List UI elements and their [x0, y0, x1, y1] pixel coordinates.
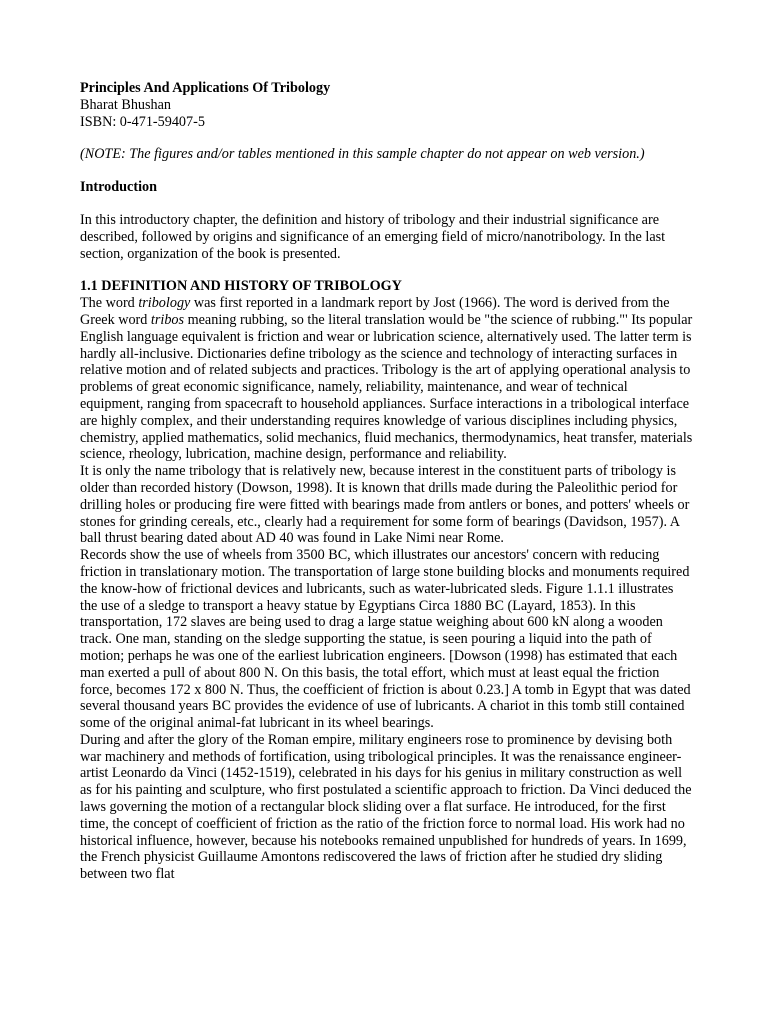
introduction-heading: Introduction — [80, 179, 157, 196]
introduction-paragraph: In this introductory chapter, the definition and history of tribology and their industrial significance are described, followed by origins and significance of an emerging field of micro/nanotribology. In the last section, organization of the book is presented. — [80, 211, 666, 262]
section-paragraph-3: Records show the use of wheels from 3500 BC, which illustrates our ancestors' concern with reducing friction in translationary motion. The transportation of large stone building blocks and monuments required the know-how of frictional devices and lubricants, such as water-lubricated sleds. Figure 1.1.1 illustrates the use of a sledge to transport a heavy statue by Egyptians Circa 1880 BC (Layard, 1853). In this transportation, 172 slaves are being used to drag a large statue weighing about 600 kN along a wooden track. One man, standing on the sledge supporting the statue, is seen pouring a liquid into the path of motion; perhaps he was one of the earliest lubrication engineers. [Dowson (1998) has estimated that each man exerted a pull of about 800 N. On this basis, the total effort, which must at least equal the friction force, becomes 172 x 800 N. Thus, the coefficient of friction is about 0.23.] A tomb in Egypt that was dated several thousand years BC provides the evidence of use of lubricants. A chariot in this tomb still contained some of the original animal-fat lubricant in its wheel bearings. — [80, 547, 691, 732]
term-tribology: tribology — [138, 295, 191, 312]
section-paragraph-4: During and after the glory of the Roman empire, military engineers rose to prominence by devising both war machinery and methods of fortification, using tribological principles. It was the renaissance engineer-artist Leonardo da Vinci (1452-1519), celebrated in his days for his genius in military construction as well as for his painting and sculpture, who first postulated a scientific approach to friction. Da Vinci deduced the laws governing the motion of a rectangular block sliding over a flat surface. He introduced, for the first time, the concept of coefficient of friction as the ratio of the friction force to normal load. His work had no historical influence, however, because his notebooks remained unpublished for hundreds of years. In 1699, the French physicist Guillaume Amontons rediscovered the laws of friction after he studied dry sliding between two flat — [80, 731, 692, 883]
web-version-note: (NOTE: The figures and/or tables mentioned in this sample chapter do not appear on web version.) — [80, 146, 645, 163]
paragraph-text: The word — [80, 295, 139, 312]
section-paragraph-1 — [80, 295, 694, 463]
term-tribos: tribos — [150, 311, 185, 328]
section-heading: 1.1 DEFINITION AND HISTORY OF TRIBOLOGY — [80, 278, 402, 295]
paragraph-text: meaning rubbing, so the literal translation would be "the science of rubbing."' Its popular English language equivalent is friction and wear or lubrication science, alternatively used. The latter term is hardly all-inclusive. Dictionaries define tribology as the science and technology of interacting surfaces in relative motion and of related subjects and practices. Tribology is the art of applying operational analysis to problems of great economic significance, namely, reliability, maintenance, and wear of technical equipment, ranging from spacecraft to household appliances. Surface interactions in a tribological interface are highly complex, and their understanding requires knowledge of various disciplines including physics, chemistry, applied mathematics, solid mechanics, fluid mechanics, thermodynamics, heat transfer, materials science, rheology, lubrication, machine design, performance and reliability. — [80, 311, 696, 463]
book-author: Bharat Bhushan — [80, 96, 172, 113]
paragraph-text: was first reported in a landmark report by Jost (1966). The word is derived from the Greek word — [80, 295, 674, 328]
book-title: Principles And Applications Of Tribology — [80, 80, 331, 96]
document-page — [80, 80, 694, 883]
section-paragraph-2: It is only the name tribology that is relatively new, because interest in the constituent parts of tribology is older than recorded history (Dowson, 1998). It is known that drills made during the Paleolithic period for drilling holes or producing fire were fitted with bearings made from antlers or bones, and potters' wheels or stones for grinding cereals, etc., clearly had a requirement for some form of bearings (Davidson, 1957). A ball thrust bearing dated about AD 40 was found in Lake Nimi near Rome. — [80, 463, 690, 547]
book-isbn: ISBN: 0-471-59407-5 — [80, 113, 205, 130]
